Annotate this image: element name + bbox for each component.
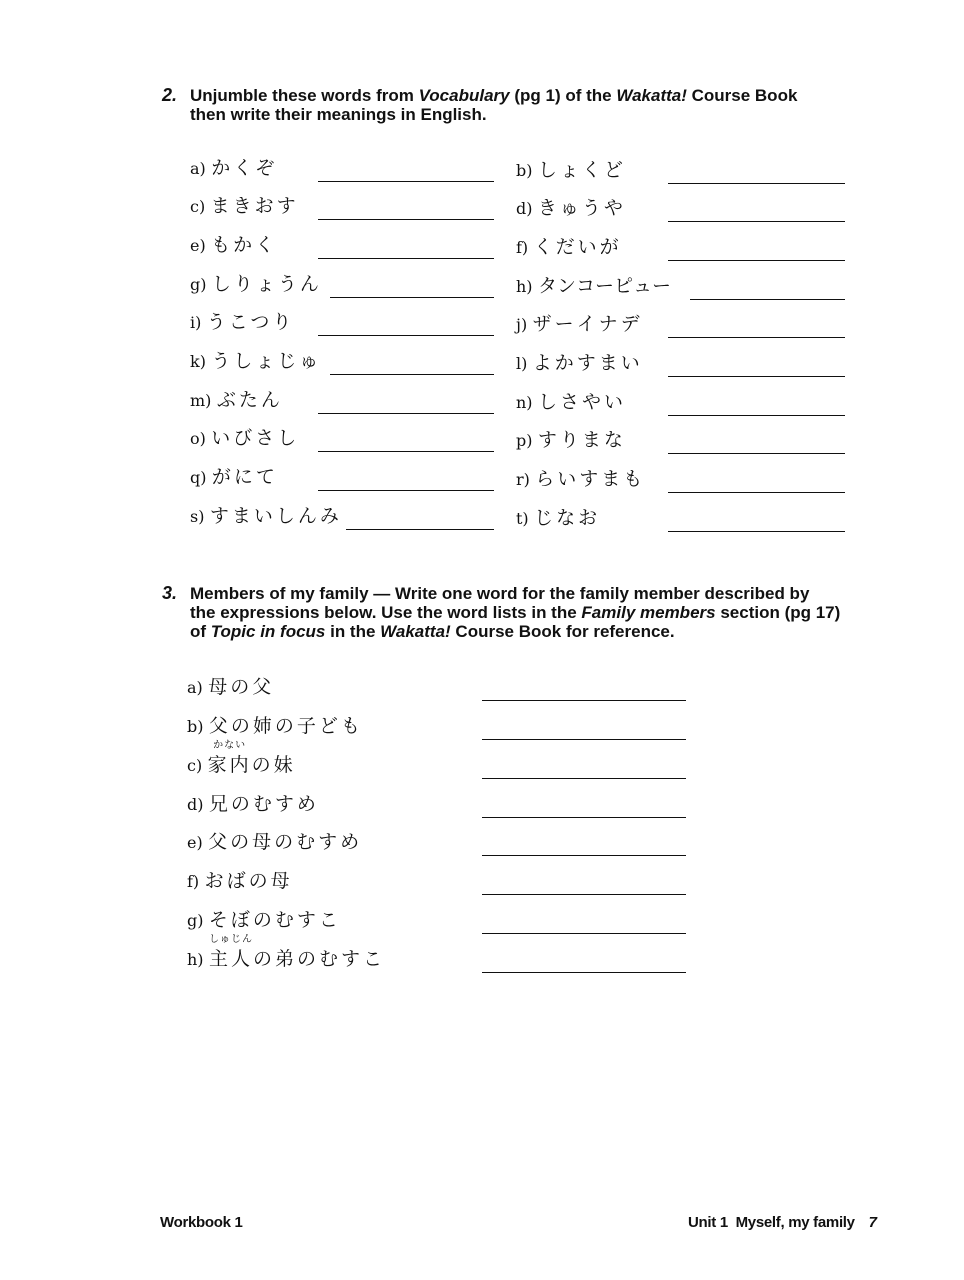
q3-item-b xyxy=(187,715,687,742)
answer-line[interactable] xyxy=(482,894,686,895)
jumbled-word: よかすまい xyxy=(532,352,643,374)
answer-line[interactable] xyxy=(318,181,494,182)
family-expression: おばの母 xyxy=(204,870,293,892)
item-key: m) xyxy=(190,391,212,410)
answer-line[interactable] xyxy=(318,413,494,414)
question-3-instruction-line-3: of Topic in focus in the Wakatta! Course Book for reference. xyxy=(190,622,675,641)
q2-item-p xyxy=(516,429,846,456)
jumbled-word: すりまな xyxy=(537,429,626,451)
item-key: b) xyxy=(516,161,533,180)
item-key: i) xyxy=(190,313,202,332)
q2-item-b xyxy=(516,159,846,186)
q2-item-d xyxy=(516,197,846,224)
jumbled-word: しりょうん xyxy=(211,273,322,295)
q2-item-n xyxy=(516,391,846,418)
family-expression: そぼのむすこ xyxy=(208,909,341,931)
jumbled-word: ザーイナデ xyxy=(532,313,643,335)
ruby-word: しゅじん 主人 xyxy=(208,934,253,970)
jumbled-word: がにて xyxy=(211,466,278,488)
jumbled-word: きゅうや xyxy=(537,197,626,219)
q3-item-f xyxy=(187,870,687,897)
q2-item-s xyxy=(190,505,495,532)
question-2-number: 2. xyxy=(162,85,178,105)
jumbled-word: しょくど xyxy=(537,159,626,181)
item-key: p) xyxy=(516,431,533,450)
answer-line[interactable] xyxy=(318,490,494,491)
family-expression: 兄のむすめ xyxy=(208,793,319,815)
footer-book-title: Workbook 1 xyxy=(160,1214,243,1231)
jumbled-word: かくぞ xyxy=(211,157,278,179)
item-key: c) xyxy=(190,197,206,216)
q2-item-q xyxy=(190,466,495,493)
item-key: g) xyxy=(187,911,204,930)
answer-line[interactable] xyxy=(482,972,686,973)
q3-item-g xyxy=(187,909,687,936)
answer-line[interactable] xyxy=(318,335,494,336)
answer-line[interactable] xyxy=(482,739,686,740)
question-3-instruction-line-2: the expressions below. Use the word lists in the Family members section (pg 17) xyxy=(190,603,841,622)
question-3-heading xyxy=(160,584,880,641)
jumbled-word: くだいが xyxy=(533,236,622,258)
family-expression: 母の父 xyxy=(208,676,275,698)
item-key: k) xyxy=(190,352,206,371)
item-key: o) xyxy=(190,429,206,448)
answer-line[interactable] xyxy=(668,453,845,454)
jumbled-word: すまいしんみ xyxy=(209,505,342,527)
item-key: s) xyxy=(190,507,205,526)
question-3-instruction-line-1: Members of my family — Write one word for the family member described by xyxy=(190,584,810,603)
answer-line[interactable] xyxy=(318,258,494,259)
q2-item-j xyxy=(516,313,846,340)
answer-line[interactable] xyxy=(668,337,845,338)
jumbled-word: ぶたん xyxy=(216,389,283,411)
answer-line[interactable] xyxy=(330,297,494,298)
question-2-heading xyxy=(160,86,880,124)
q2-item-o xyxy=(190,427,495,454)
item-key: q) xyxy=(190,468,207,487)
jumbled-word: じなお xyxy=(534,507,601,529)
page-number: 7 xyxy=(868,1214,877,1231)
q2-item-g xyxy=(190,273,495,300)
answer-line[interactable] xyxy=(668,415,845,416)
jumbled-word: うこつり xyxy=(206,311,295,333)
item-key: n) xyxy=(516,393,533,412)
item-key: d) xyxy=(516,199,533,218)
answer-line[interactable] xyxy=(668,260,845,261)
family-expression: 父の姉の子ども xyxy=(208,715,363,737)
q2-item-h xyxy=(516,275,846,302)
q3-item-c xyxy=(187,740,687,781)
q2-item-k xyxy=(190,350,495,377)
item-key: f) xyxy=(187,872,200,891)
jumbled-word: タンコーピュー xyxy=(537,275,671,297)
answer-line[interactable] xyxy=(690,299,845,300)
item-key: e) xyxy=(190,236,206,255)
ruby-word: かない 家内 xyxy=(207,740,252,776)
jumbled-word: いびさし xyxy=(211,427,300,449)
answer-line[interactable] xyxy=(668,183,845,184)
question-3-number: 3. xyxy=(162,583,178,603)
q2-item-m xyxy=(190,389,495,416)
answer-line[interactable] xyxy=(318,219,494,220)
answer-line[interactable] xyxy=(330,374,494,375)
furigana: しゅじん xyxy=(208,934,253,945)
q2-item-e xyxy=(190,234,495,261)
q3-item-d xyxy=(187,793,687,820)
item-key: a) xyxy=(190,159,206,178)
item-key: h) xyxy=(516,277,533,296)
jumbled-word: らいすまも xyxy=(535,468,646,490)
q2-item-l xyxy=(516,352,846,379)
item-key: b) xyxy=(187,717,204,736)
item-key: l) xyxy=(516,354,528,373)
q3-item-a xyxy=(187,676,687,703)
q2-item-c xyxy=(190,195,495,222)
item-key: f) xyxy=(516,238,529,257)
item-key: j) xyxy=(516,315,528,334)
answer-line[interactable] xyxy=(482,933,686,934)
jumbled-word: うしょじゅ xyxy=(211,350,322,372)
family-expression: の妹 xyxy=(251,754,296,776)
q2-item-i xyxy=(190,311,495,338)
answer-line[interactable] xyxy=(668,221,845,222)
item-key: h) xyxy=(187,950,204,969)
item-key: c) xyxy=(187,756,203,775)
question-2-instruction-line-1: Unjumble these words from Vocabulary (pg 1) of the Wakatta! Course Book xyxy=(190,86,798,105)
answer-line[interactable] xyxy=(482,855,686,856)
furigana: かない xyxy=(213,740,247,751)
q2-item-r xyxy=(516,468,846,495)
footer-unit-title xyxy=(688,1214,877,1231)
q2-item-f xyxy=(516,236,846,263)
family-expression: 父の母のむすめ xyxy=(208,831,363,853)
answer-line[interactable] xyxy=(668,492,845,493)
q3-item-e xyxy=(187,831,687,858)
answer-line[interactable] xyxy=(482,778,686,779)
item-key: a) xyxy=(187,678,203,697)
footer-unit-text: Unit 1 Myself, my family xyxy=(688,1214,855,1231)
jumbled-word: しさやい xyxy=(537,391,626,413)
item-key: d) xyxy=(187,795,204,814)
family-expression: の弟のむすこ xyxy=(252,948,385,970)
answer-line[interactable] xyxy=(482,817,686,818)
item-key: t) xyxy=(516,509,529,528)
q2-item-t xyxy=(516,507,846,534)
item-key: g) xyxy=(190,275,207,294)
item-key: e) xyxy=(187,833,203,852)
question-2-instruction-line-2: then write their meanings in English. xyxy=(190,105,487,124)
answer-line[interactable] xyxy=(346,529,494,530)
jumbled-word: もかく xyxy=(211,234,278,256)
q2-item-a xyxy=(190,157,495,184)
answer-line[interactable] xyxy=(668,376,845,377)
q3-item-h xyxy=(187,934,687,975)
item-key: r) xyxy=(516,470,530,489)
answer-line[interactable] xyxy=(318,451,494,452)
answer-line[interactable] xyxy=(482,700,686,701)
jumbled-word: まきおす xyxy=(210,195,299,217)
answer-line[interactable] xyxy=(668,531,845,532)
